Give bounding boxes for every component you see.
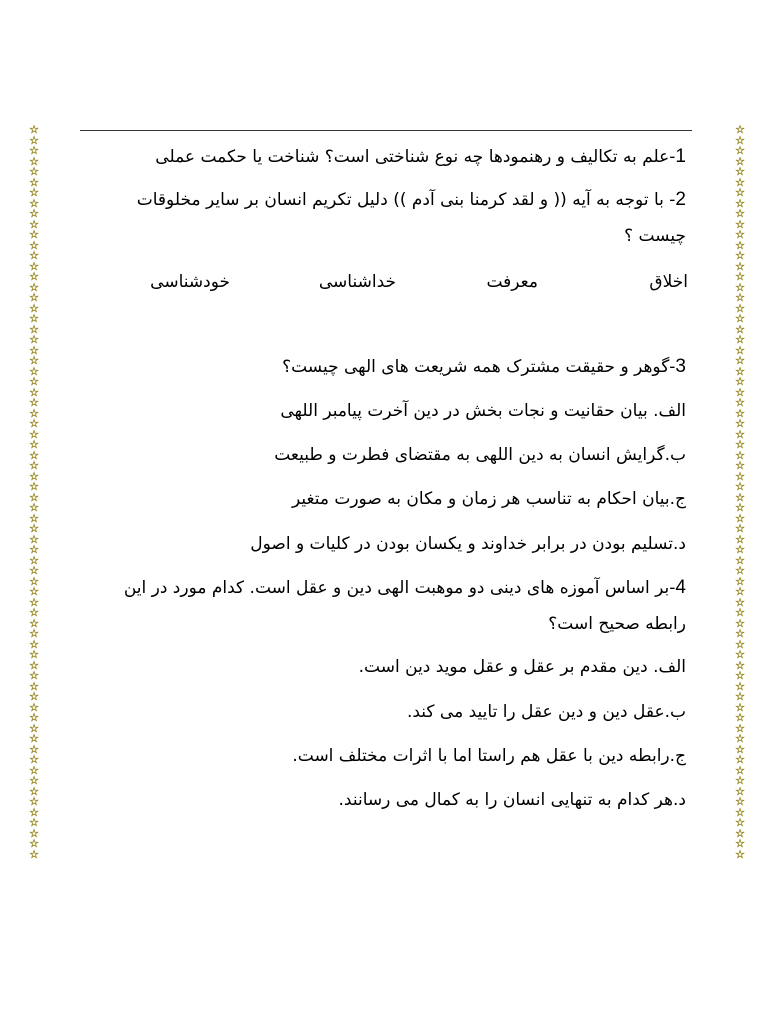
star-icon: ☆ [735, 175, 745, 189]
star-icon: ☆ [29, 217, 39, 231]
star-icon: ☆ [29, 511, 39, 525]
star-icon: ☆ [735, 784, 745, 798]
star-icon: ☆ [29, 186, 39, 199]
question-4 [76, 576, 686, 600]
star-icon: ☆ [29, 637, 39, 651]
star-icon: ☆ [29, 574, 39, 588]
star-icon: ☆ [29, 207, 39, 220]
star-icon: ☆ [29, 532, 39, 546]
star-icon: ☆ [735, 427, 745, 441]
star-icon: ☆ [735, 196, 745, 210]
top-rule [80, 130, 692, 131]
star-icon: ☆ [29, 679, 39, 693]
star-icon: ☆ [735, 648, 745, 661]
star-icon: ☆ [29, 742, 39, 756]
star-icon: ☆ [735, 207, 745, 220]
star-icon: ☆ [735, 165, 745, 178]
star-icon: ☆ [29, 291, 39, 304]
star-icon: ☆ [29, 732, 39, 745]
star-icon: ☆ [29, 669, 39, 682]
star-icon: ☆ [29, 837, 39, 850]
star-icon: ☆ [735, 679, 745, 693]
star-icon: ☆ [735, 438, 745, 451]
star-icon: ☆ [29, 406, 39, 420]
question-3-option-a: الف. بیان حقانیت و نجات بخش در دین آخرت پیامبر اللهی [280, 401, 686, 421]
star-icon: ☆ [29, 375, 39, 388]
star-icon: ☆ [29, 312, 39, 325]
star-icon: ☆ [735, 616, 745, 630]
star-icon: ☆ [29, 459, 39, 472]
star-icon: ☆ [735, 543, 745, 556]
star-icon: ☆ [29, 249, 39, 262]
star-icon: ☆ [29, 343, 39, 357]
star-icon: ☆ [29, 816, 39, 829]
star-icon: ☆ [735, 375, 745, 388]
star-icon: ☆ [735, 469, 745, 483]
star-icon: ☆ [735, 490, 745, 504]
question-3-number: 3 [675, 356, 686, 377]
star-icon: ☆ [735, 501, 745, 514]
star-icon: ☆ [735, 522, 745, 535]
star-icon: ☆ [29, 805, 39, 819]
star-icon: ☆ [735, 627, 745, 640]
star-icon: ☆ [735, 154, 745, 168]
star-icon: ☆ [735, 732, 745, 745]
star-icon: ☆ [735, 133, 745, 147]
star-icon: ☆ [29, 721, 39, 735]
star-icon: ☆ [735, 595, 745, 609]
question-1-number: 1 [675, 146, 686, 167]
star-icon: ☆ [735, 795, 745, 808]
star-icon: ☆ [735, 511, 745, 525]
left-star-border [27, 125, 41, 865]
star-icon: ☆ [29, 595, 39, 609]
star-icon: ☆ [29, 784, 39, 798]
star-icon: ☆ [29, 763, 39, 777]
star-icon: ☆ [735, 448, 745, 462]
star-icon: ☆ [29, 259, 39, 273]
question-2-option-d: خودشناسی [150, 272, 230, 292]
star-icon: ☆ [735, 343, 745, 357]
star-icon: ☆ [735, 364, 745, 378]
star-icon: ☆ [735, 637, 745, 651]
star-icon: ☆ [29, 501, 39, 514]
star-icon: ☆ [29, 228, 39, 241]
question-2 [76, 188, 686, 212]
star-icon: ☆ [735, 280, 745, 294]
question-2-option-a: اخلاق [649, 272, 688, 292]
star-icon: ☆ [29, 700, 39, 714]
star-icon: ☆ [29, 385, 39, 399]
star-icon: ☆ [29, 774, 39, 787]
question-3-option-d: د.تسلیم بودن در برابر خداوند و یکسان بودن در کلیات و اصول [250, 534, 686, 554]
star-icon: ☆ [735, 553, 745, 567]
star-icon: ☆ [29, 270, 39, 283]
star-icon: ☆ [735, 826, 745, 840]
star-icon: ☆ [29, 585, 39, 598]
star-icon: ☆ [735, 322, 745, 336]
right-star-border [733, 125, 747, 865]
star-icon: ☆ [735, 396, 745, 409]
star-icon: ☆ [29, 553, 39, 567]
star-icon: ☆ [29, 165, 39, 178]
star-icon: ☆ [29, 658, 39, 672]
question-4-option-d: د.هر کدام به تنهایی انسان را به کمال می رسانند. [338, 790, 686, 810]
star-icon: ☆ [735, 774, 745, 787]
star-icon: ☆ [735, 721, 745, 735]
star-icon: ☆ [29, 711, 39, 724]
star-icon: ☆ [29, 448, 39, 462]
star-icon: ☆ [735, 805, 745, 819]
star-icon: ☆ [29, 125, 39, 136]
question-2-options [150, 268, 688, 296]
star-icon: ☆ [29, 490, 39, 504]
question-4-option-b: ب.عقل دین و دین عقل را تایید می کند. [406, 702, 686, 722]
star-icon: ☆ [735, 125, 745, 136]
star-icon: ☆ [29, 480, 39, 493]
star-icon: ☆ [29, 438, 39, 451]
star-icon: ☆ [29, 333, 39, 346]
star-icon: ☆ [735, 291, 745, 304]
question-3-option-c: ج.بیان احکام به تناسب هر زمان و مکان به صورت متغیر [291, 489, 686, 509]
question-3-option-b: ب.گرایش انسان به دین اللهی به مقتضای فطرت و طبیعت [274, 445, 686, 465]
question-3-text: -گوهر و حقیقت مشترک همه شریعت های الهی چیست؟ [282, 357, 676, 377]
star-icon: ☆ [29, 144, 39, 157]
star-icon: ☆ [735, 606, 745, 619]
question-4-number: 4 [675, 577, 686, 598]
star-icon: ☆ [29, 354, 39, 367]
star-icon: ☆ [29, 795, 39, 808]
star-icon: ☆ [735, 700, 745, 714]
star-icon: ☆ [29, 280, 39, 294]
star-icon: ☆ [29, 627, 39, 640]
star-icon: ☆ [29, 826, 39, 840]
star-icon: ☆ [735, 238, 745, 252]
star-icon: ☆ [29, 616, 39, 630]
star-icon: ☆ [735, 711, 745, 724]
star-icon: ☆ [735, 312, 745, 325]
star-icon: ☆ [735, 406, 745, 420]
star-icon: ☆ [735, 837, 745, 850]
star-icon: ☆ [735, 847, 745, 861]
star-icon: ☆ [29, 154, 39, 168]
star-icon: ☆ [29, 322, 39, 336]
star-icon: ☆ [735, 333, 745, 346]
star-icon: ☆ [735, 270, 745, 283]
star-icon: ☆ [735, 385, 745, 399]
question-2-number: 2 [675, 189, 686, 210]
star-icon: ☆ [29, 648, 39, 661]
star-icon: ☆ [735, 658, 745, 672]
star-icon: ☆ [735, 585, 745, 598]
question-2-option-c: خداشناسی [318, 272, 396, 292]
star-icon: ☆ [735, 564, 745, 577]
star-icon: ☆ [735, 763, 745, 777]
star-icon: ☆ [29, 522, 39, 535]
star-icon: ☆ [735, 459, 745, 472]
star-icon: ☆ [29, 175, 39, 189]
star-icon: ☆ [735, 742, 745, 756]
question-1-text: -علم به تکالیف و رهنمودها چه نوع شناختی است؟ شناخت یا حکمت عملی [155, 147, 676, 167]
star-icon: ☆ [29, 690, 39, 703]
star-icon: ☆ [735, 301, 745, 315]
star-icon: ☆ [29, 606, 39, 619]
star-icon: ☆ [735, 574, 745, 588]
star-icon: ☆ [735, 186, 745, 199]
star-icon: ☆ [29, 564, 39, 577]
question-2-option-b: معرفت [486, 272, 538, 292]
star-icon: ☆ [735, 249, 745, 262]
star-icon: ☆ [735, 417, 745, 430]
question-1 [76, 145, 686, 169]
question-4-line2: رابطه صحیح است؟ [548, 614, 686, 634]
question-4-option-a: الف. دین مقدم بر عقل و عقل موید دین است. [358, 657, 686, 677]
star-icon: ☆ [735, 532, 745, 546]
star-icon: ☆ [735, 259, 745, 273]
question-2-line2: چیست ؟ [624, 226, 686, 246]
star-icon: ☆ [29, 847, 39, 861]
star-icon: ☆ [29, 238, 39, 252]
star-icon: ☆ [735, 217, 745, 231]
star-icon: ☆ [735, 354, 745, 367]
star-icon: ☆ [29, 364, 39, 378]
star-icon: ☆ [29, 133, 39, 147]
star-icon: ☆ [29, 543, 39, 556]
star-icon: ☆ [735, 816, 745, 829]
question-2-text-line1: - با توجه به آیه (( و لقد کرمنا بنی آدم )) دلیل تکریم انسان بر سایر مخلوقات [136, 190, 676, 210]
star-icon: ☆ [735, 669, 745, 682]
question-3 [76, 355, 686, 379]
star-icon: ☆ [29, 417, 39, 430]
star-icon: ☆ [29, 753, 39, 766]
star-icon: ☆ [735, 480, 745, 493]
question-4-option-c: ج.رابطه دین با عقل هم راستا اما با اثرات مختلف است. [292, 746, 686, 766]
star-icon: ☆ [29, 469, 39, 483]
star-icon: ☆ [735, 753, 745, 766]
star-icon: ☆ [735, 144, 745, 157]
star-icon: ☆ [735, 690, 745, 703]
star-icon: ☆ [29, 427, 39, 441]
star-icon: ☆ [735, 228, 745, 241]
question-4-text-line1: -بر اساس آموزه های دینی دو موهبت الهی دین و عقل است. کدام مورد در این [123, 578, 676, 598]
star-icon: ☆ [29, 301, 39, 315]
star-icon: ☆ [29, 196, 39, 210]
star-icon: ☆ [29, 396, 39, 409]
